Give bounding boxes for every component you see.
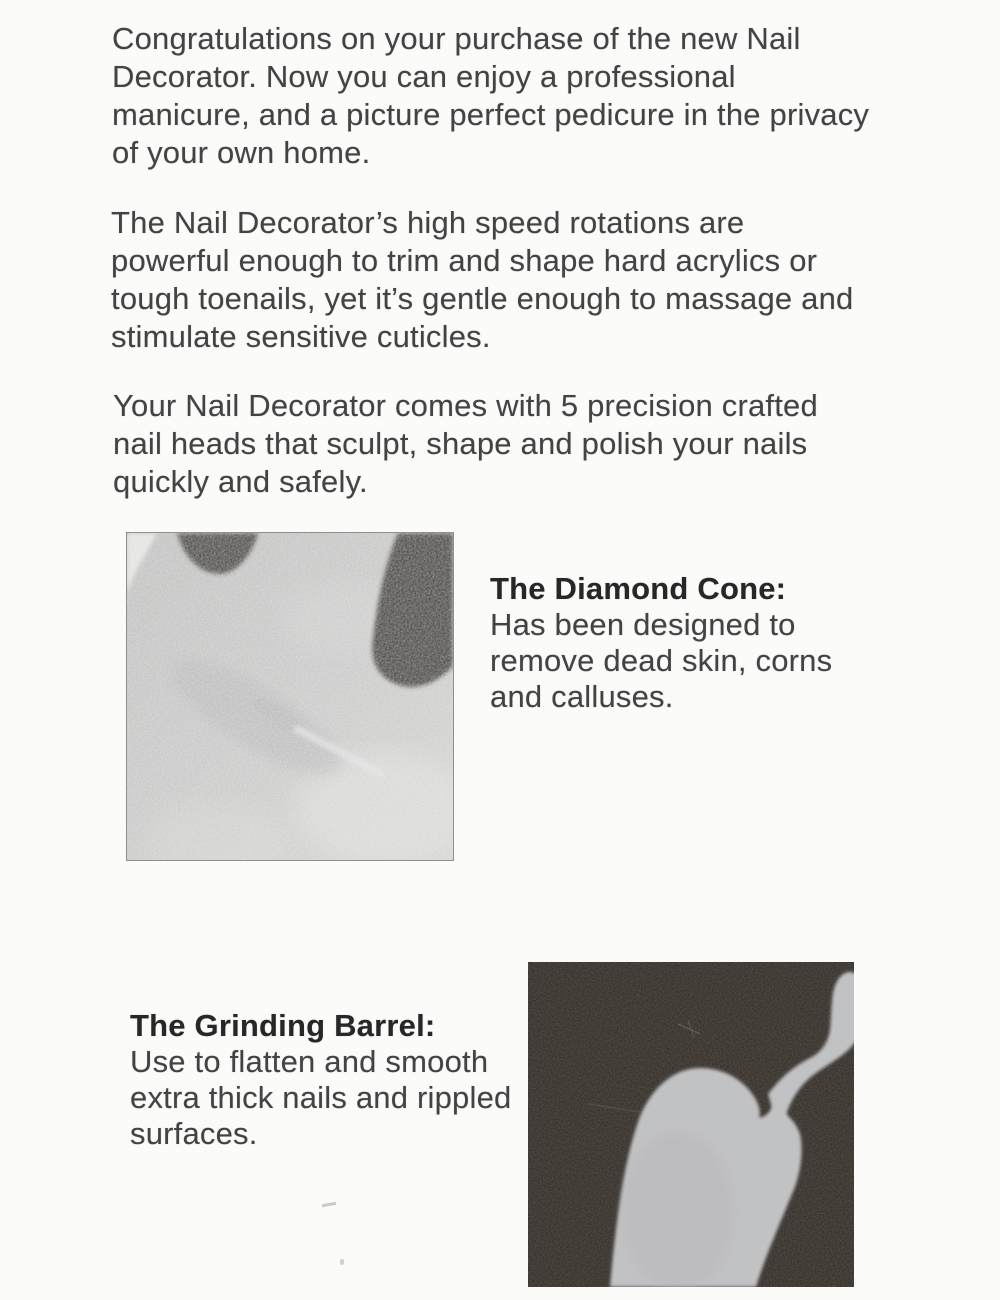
text-line: The Nail Decorator’s high speed rotations are: [111, 205, 745, 240]
section-heading: The Diamond Cone:: [490, 571, 787, 606]
text-line: and calluses.: [490, 679, 674, 714]
grinding-barrel-section: [130, 1008, 511, 1152]
text-line: nail heads that sculpt, shape and polish your nails: [113, 426, 808, 461]
text-line: manicure, and a picture perfect pedicure in the privacy: [112, 97, 870, 132]
text-line: powerful enough to trim and shape hard acrylics or: [111, 243, 818, 278]
diamond-cone-photo: [127, 533, 453, 860]
section-heading: The Grinding Barrel:: [130, 1008, 436, 1043]
text-line: Has been designed to: [490, 607, 796, 642]
text-line: extra thick nails and rippled: [130, 1080, 512, 1115]
intro-paragraph-3: [113, 387, 818, 501]
diamond-cone-section: [490, 571, 832, 715]
text-line: Congratulations on your purchase of the new Nail: [112, 21, 801, 56]
text-line: Your Nail Decorator comes with 5 precision crafted: [113, 388, 818, 423]
text-line: Decorator. Now you can enjoy a professional: [112, 59, 736, 94]
intro-paragraph-1: [112, 20, 869, 172]
grinding-barrel-photo: [528, 962, 854, 1287]
scan-artifact: [322, 1202, 336, 1207]
text-line: quickly and safely.: [113, 464, 368, 499]
intro-paragraph-2: [111, 204, 854, 356]
text-line: Use to flatten and smooth: [130, 1044, 489, 1079]
text-line: remove dead skin, corns: [490, 643, 833, 678]
text-line: tough toenails, yet it’s gentle enough to massage and: [111, 281, 854, 316]
text-line: of your own home.: [112, 135, 371, 170]
scan-artifact: [340, 1259, 344, 1265]
text-line: stimulate sensitive cuticles.: [111, 319, 491, 354]
text-line: surfaces.: [130, 1116, 258, 1151]
